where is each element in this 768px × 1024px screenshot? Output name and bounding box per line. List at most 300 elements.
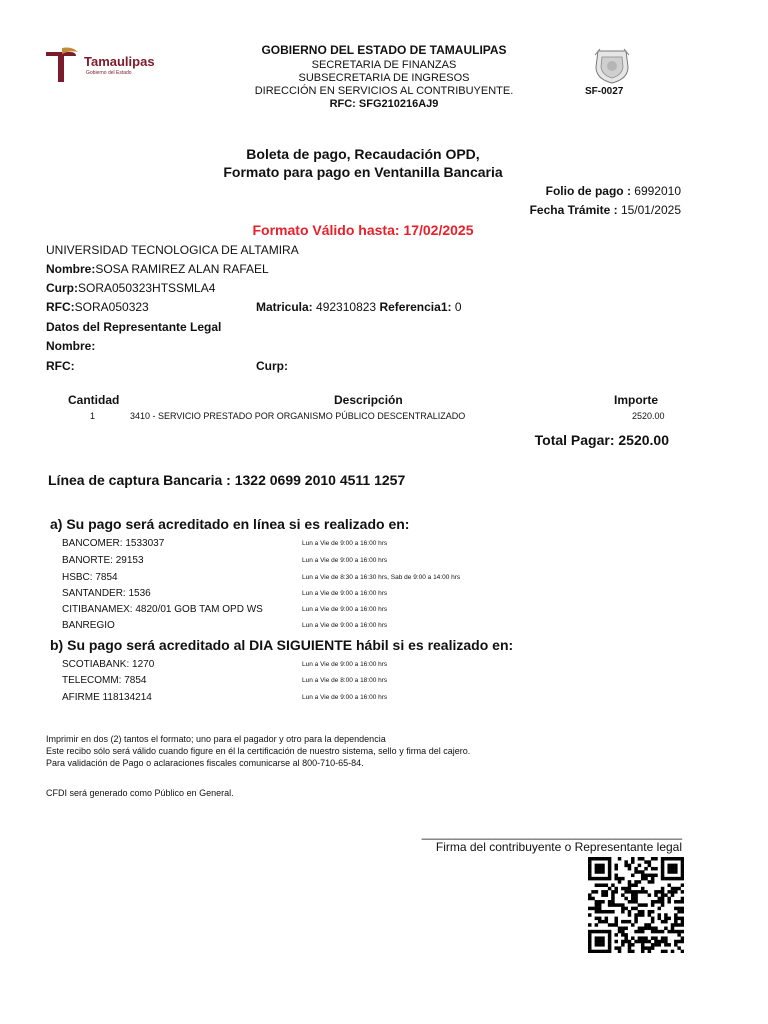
bank-hours: Lun a Vie de 9:00 a 16:00 hrs bbox=[302, 540, 388, 547]
qr-module bbox=[628, 940, 632, 944]
qr-module bbox=[638, 864, 642, 868]
folio-value: 6992010 bbox=[634, 184, 681, 198]
rfc-value: SORA050323 bbox=[74, 300, 149, 314]
qr-module bbox=[588, 913, 592, 917]
qr-module bbox=[588, 870, 592, 874]
qr-module bbox=[601, 910, 605, 914]
bank-name: SCOTIABANK: 1270 bbox=[62, 659, 155, 670]
qr-module bbox=[658, 917, 662, 921]
qr-module bbox=[608, 860, 612, 864]
qr-module bbox=[618, 927, 622, 931]
qr-module bbox=[628, 880, 632, 884]
qr-module bbox=[605, 917, 609, 921]
qr-module bbox=[648, 913, 652, 917]
qr-module bbox=[651, 900, 655, 904]
qr-module bbox=[608, 864, 612, 868]
qr-module bbox=[667, 867, 671, 871]
qr-module bbox=[598, 907, 602, 911]
qr-module bbox=[614, 920, 618, 924]
qr-module bbox=[661, 874, 665, 878]
qr-module bbox=[608, 900, 612, 904]
qr-module bbox=[634, 870, 638, 874]
qr-module bbox=[677, 887, 681, 891]
qr-module bbox=[634, 897, 638, 901]
secretaria: SECRETARIA DE FINANZAS bbox=[311, 59, 457, 71]
qr-module bbox=[681, 870, 684, 874]
qr-module bbox=[648, 880, 652, 884]
qr-module bbox=[681, 936, 684, 940]
qr-module bbox=[641, 890, 645, 894]
qr-module bbox=[677, 946, 681, 950]
qr-module bbox=[644, 877, 648, 881]
qr-module bbox=[651, 867, 655, 871]
qr-module bbox=[641, 857, 645, 861]
qr-module bbox=[598, 940, 602, 944]
note-cfdi: CFDI será generado como Público en General. bbox=[46, 788, 234, 798]
qr-module bbox=[628, 943, 632, 947]
qr-module bbox=[614, 887, 618, 891]
qr-module bbox=[641, 874, 645, 878]
qr-module bbox=[648, 864, 652, 868]
qr-module bbox=[601, 950, 605, 953]
qr-module bbox=[595, 923, 599, 927]
nombre-row bbox=[46, 262, 269, 276]
qr-module bbox=[631, 883, 635, 887]
qr-module bbox=[588, 936, 592, 940]
qr-module bbox=[644, 860, 648, 864]
bank-name: AFIRME 118134214 bbox=[62, 692, 152, 703]
qr-module bbox=[595, 950, 599, 953]
qr-module bbox=[681, 864, 684, 868]
qr-module bbox=[608, 936, 612, 940]
qr-module bbox=[681, 930, 684, 934]
qr-module bbox=[588, 893, 592, 897]
qr-module bbox=[588, 940, 592, 944]
qr-module bbox=[598, 877, 602, 881]
qr-module bbox=[634, 890, 638, 894]
qr-module bbox=[601, 930, 605, 934]
qr-module bbox=[654, 874, 658, 878]
qr-module bbox=[644, 940, 648, 944]
qr-module bbox=[624, 860, 628, 864]
qr-module bbox=[661, 900, 665, 904]
bank-name: BANCOMER: 1533037 bbox=[62, 538, 165, 549]
seal-icon bbox=[592, 47, 632, 85]
qr-module bbox=[588, 860, 592, 864]
qr-module bbox=[595, 917, 599, 921]
item-cantidad: 1 bbox=[90, 411, 96, 421]
qr-module bbox=[671, 923, 675, 927]
col-descripcion: Descripción bbox=[334, 393, 403, 407]
qr-module bbox=[658, 930, 662, 934]
qr-module bbox=[621, 893, 625, 897]
qr-module bbox=[611, 890, 615, 894]
rfc-label: RFC: bbox=[46, 300, 75, 314]
qr-module bbox=[621, 920, 625, 924]
bank-hours: Lun a Vie de 9:00 a 16:00 hrs bbox=[302, 694, 388, 701]
qr-module bbox=[598, 936, 602, 940]
qr-module bbox=[651, 917, 655, 921]
qr-module bbox=[601, 893, 605, 897]
qr-module bbox=[638, 880, 642, 884]
qr-module bbox=[654, 943, 658, 947]
qr-module bbox=[664, 940, 668, 944]
qr-module bbox=[661, 877, 665, 881]
bank-hours: Lun a Vie de 9:00 a 16:00 hrs bbox=[302, 661, 388, 668]
qr-module bbox=[667, 900, 671, 904]
qr-module bbox=[608, 903, 612, 907]
qr-module bbox=[624, 907, 628, 911]
subsecretaria: SUBSECRETARIA DE INGRESOS bbox=[298, 72, 470, 84]
qr-module bbox=[674, 917, 678, 921]
qr-module bbox=[634, 917, 638, 921]
qr-module bbox=[674, 877, 678, 881]
qr-module bbox=[608, 874, 612, 878]
qr-module bbox=[654, 867, 658, 871]
qr-module bbox=[638, 870, 642, 874]
qr-module bbox=[677, 877, 681, 881]
qr-module bbox=[681, 907, 684, 911]
qr-module bbox=[628, 920, 632, 924]
qr-module bbox=[591, 890, 595, 894]
fecha-row bbox=[530, 203, 681, 217]
qr-module bbox=[595, 877, 599, 881]
qr-module bbox=[621, 907, 625, 911]
qr-module bbox=[618, 950, 622, 953]
qr-module bbox=[677, 930, 681, 934]
qr-module bbox=[601, 870, 605, 874]
note-validity: Este recibo sólo será válido cuando figure en él la certificación de nuestro sistema, sello y firma del cajero. bbox=[46, 746, 471, 756]
qr-module bbox=[608, 940, 612, 944]
qr-module bbox=[667, 864, 671, 868]
qr-module bbox=[681, 890, 684, 894]
bank-hours: Lun a Vie de 8:00 a 18:00 hrs bbox=[302, 677, 388, 684]
qr-module bbox=[618, 903, 622, 907]
qr-module bbox=[631, 874, 635, 878]
col-importe: Importe bbox=[614, 393, 659, 407]
referencia-value: 0 bbox=[454, 300, 462, 314]
document-title: Boleta de pago, Recaudación OPD, bbox=[246, 146, 480, 162]
qr-module bbox=[618, 880, 622, 884]
qr-module bbox=[631, 936, 635, 940]
rep-curp-label: Curp: bbox=[256, 359, 288, 373]
qr-module bbox=[664, 943, 668, 947]
qr-module bbox=[651, 943, 655, 947]
qr-module bbox=[621, 903, 625, 907]
qr-module bbox=[651, 880, 655, 884]
government-name: GOBIERNO DEL ESTADO DE TAMAULIPAS bbox=[261, 43, 507, 57]
curp-value: SORA050323HTSSMLA4 bbox=[78, 281, 216, 295]
qr-module bbox=[664, 920, 668, 924]
qr-module bbox=[624, 933, 628, 937]
item-descripcion: 3410 - SERVICIO PRESTADO POR ORGANISMO PÚBLICO DESCENTRALIZADO bbox=[130, 411, 466, 421]
qr-module bbox=[618, 930, 622, 934]
qr-module bbox=[634, 893, 638, 897]
qr-module bbox=[601, 920, 605, 924]
qr-module bbox=[651, 946, 655, 950]
qr-module bbox=[648, 946, 652, 950]
qr-module bbox=[598, 917, 602, 921]
qr-module bbox=[658, 913, 662, 917]
qr-module bbox=[667, 883, 671, 887]
qr-module bbox=[595, 870, 599, 874]
qr-module bbox=[681, 883, 684, 887]
folio-label: Folio de pago : bbox=[545, 184, 631, 198]
qr-module bbox=[611, 883, 615, 887]
qr-module bbox=[601, 890, 605, 894]
qr-module bbox=[611, 910, 615, 914]
qr-module bbox=[614, 946, 618, 950]
qr-module bbox=[631, 950, 635, 953]
qr-module bbox=[634, 880, 638, 884]
qr-module bbox=[631, 923, 635, 927]
qr-module bbox=[677, 923, 681, 927]
qr-module bbox=[601, 883, 605, 887]
qr-module bbox=[654, 930, 658, 934]
bank-hours: Lun a Vie de 9:00 a 16:00 hrs bbox=[302, 606, 388, 613]
qr-module bbox=[588, 874, 592, 878]
qr-module bbox=[638, 936, 642, 940]
qr-module bbox=[595, 930, 599, 934]
qr-module bbox=[621, 933, 625, 937]
qr-module bbox=[674, 940, 678, 944]
nombre-label: Nombre: bbox=[46, 262, 96, 276]
qr-module bbox=[624, 927, 628, 931]
curp-label: Curp: bbox=[46, 281, 78, 295]
qr-module bbox=[595, 883, 599, 887]
qr-module bbox=[658, 897, 662, 901]
qr-module bbox=[661, 870, 665, 874]
qr-module bbox=[595, 864, 599, 868]
qr-module bbox=[595, 910, 599, 914]
qr-module bbox=[651, 857, 655, 861]
qr-module bbox=[605, 920, 609, 924]
banks-online-heading: a) Su pago será acreditado en línea si es realizado en: bbox=[50, 516, 410, 532]
qr-module bbox=[588, 943, 592, 947]
qr-module bbox=[667, 857, 671, 861]
qr-module bbox=[595, 940, 599, 944]
qr-module bbox=[674, 923, 678, 927]
qr-module bbox=[644, 946, 648, 950]
qr-module bbox=[601, 936, 605, 940]
qr-module bbox=[667, 943, 671, 947]
qr-module bbox=[608, 867, 612, 871]
qr-module bbox=[631, 900, 635, 904]
qr-module bbox=[641, 877, 645, 881]
qr-module bbox=[648, 927, 652, 931]
qr-module bbox=[598, 930, 602, 934]
qr-module bbox=[634, 913, 638, 917]
qr-module bbox=[638, 927, 642, 931]
qr-module bbox=[681, 867, 684, 871]
qr-module bbox=[661, 887, 665, 891]
rep-rfc-label: RFC: bbox=[46, 359, 75, 373]
qr-module bbox=[624, 887, 628, 891]
qr-module bbox=[674, 900, 678, 904]
qr-module bbox=[661, 860, 665, 864]
qr-module bbox=[595, 936, 599, 940]
qr-module bbox=[674, 913, 678, 917]
note-contact: Para validación de Pago o aclaraciones fiscales comunicarse al 800-710-65-84. bbox=[46, 758, 364, 768]
qr-module bbox=[638, 913, 642, 917]
qr-module bbox=[588, 877, 592, 881]
qr-module bbox=[621, 927, 625, 931]
qr-module bbox=[681, 877, 684, 881]
qr-module bbox=[624, 940, 628, 944]
qr-module bbox=[654, 890, 658, 894]
qr-module bbox=[651, 910, 655, 914]
qr-module bbox=[614, 864, 618, 868]
qr-module bbox=[641, 903, 645, 907]
qr-module bbox=[605, 950, 609, 953]
qr-module bbox=[661, 893, 665, 897]
qr-module bbox=[654, 900, 658, 904]
qr-module bbox=[651, 936, 655, 940]
qr-module bbox=[621, 910, 625, 914]
qr-module bbox=[605, 883, 609, 887]
qr-module bbox=[661, 897, 665, 901]
qr-module bbox=[671, 877, 675, 881]
qr-module bbox=[654, 927, 658, 931]
qr-module bbox=[605, 877, 609, 881]
curp-row bbox=[46, 281, 215, 295]
qr-module bbox=[621, 943, 625, 947]
qr-module bbox=[674, 930, 678, 934]
qr-module bbox=[605, 857, 609, 861]
qr-module bbox=[598, 920, 602, 924]
qr-module bbox=[681, 857, 684, 861]
qr-module bbox=[667, 877, 671, 881]
qr-module bbox=[681, 874, 684, 878]
qr-module bbox=[654, 936, 658, 940]
rep-nombre-label: Nombre: bbox=[46, 339, 96, 353]
qr-module bbox=[644, 903, 648, 907]
signature-line: _______________________________________ bbox=[421, 826, 682, 840]
qr-module bbox=[661, 857, 665, 861]
qr-module bbox=[638, 940, 642, 944]
item-importe: 2520.00 bbox=[632, 411, 665, 421]
signature-label: Firma del contribuyente o Representante legal bbox=[435, 840, 682, 854]
qr-module bbox=[614, 874, 618, 878]
qr-module bbox=[638, 890, 642, 894]
qr-module bbox=[667, 870, 671, 874]
qr-module bbox=[671, 930, 675, 934]
qr-module bbox=[631, 907, 635, 911]
qr-module bbox=[658, 940, 662, 944]
qr-module bbox=[595, 890, 599, 894]
qr-module bbox=[595, 907, 599, 911]
valid-until: Formato Válido hasta: 17/02/2025 bbox=[252, 222, 474, 238]
direccion: DIRECCIÓN EN SERVICIOS AL CONTRIBUYENTE. bbox=[254, 85, 514, 97]
qr-module bbox=[671, 893, 675, 897]
qr-module bbox=[628, 867, 632, 871]
qr-module bbox=[671, 887, 675, 891]
qr-module bbox=[654, 940, 658, 944]
referencia-label: Referencia1: bbox=[379, 300, 452, 314]
qr-module bbox=[651, 927, 655, 931]
qr-module bbox=[608, 950, 612, 953]
qr-module bbox=[598, 900, 602, 904]
bank-hours: Lun a Vie de 9:00 a 16:00 hrs bbox=[302, 622, 388, 629]
document-subtitle: Formato para pago en Ventanilla Bancaria bbox=[223, 164, 503, 180]
qr-module bbox=[608, 910, 612, 914]
qr-module bbox=[654, 857, 658, 861]
qr-module bbox=[631, 857, 635, 861]
qr-module bbox=[598, 950, 602, 953]
qr-module bbox=[648, 950, 652, 953]
qr-module bbox=[658, 907, 662, 911]
qr-module bbox=[671, 867, 675, 871]
qr-module bbox=[628, 883, 632, 887]
qr-module bbox=[614, 867, 618, 871]
qr-module bbox=[654, 893, 658, 897]
qr-module bbox=[671, 890, 675, 894]
qr-module bbox=[681, 940, 684, 944]
qr-module bbox=[638, 930, 642, 934]
qr-module bbox=[588, 950, 592, 953]
qr-module bbox=[651, 877, 655, 881]
header-rfc: RFC: SFG210216AJ9 bbox=[329, 98, 439, 110]
qr-module bbox=[614, 890, 618, 894]
qr-module bbox=[621, 930, 625, 934]
qr-module bbox=[648, 893, 652, 897]
qr-module bbox=[634, 900, 638, 904]
qr-module bbox=[661, 936, 665, 940]
qr-module bbox=[661, 950, 665, 953]
qr-module bbox=[664, 857, 668, 861]
qr-module bbox=[674, 867, 678, 871]
folio-row bbox=[546, 184, 681, 198]
qr-module bbox=[608, 923, 612, 927]
bank-hours: Lun a Vie de 9:00 a 16:00 hrs bbox=[302, 557, 388, 564]
qr-module bbox=[681, 917, 684, 921]
institution: UNIVERSIDAD TECNOLOGICA DE ALTAMIRA bbox=[46, 243, 299, 257]
qr-module bbox=[674, 890, 678, 894]
qr-module bbox=[667, 930, 671, 934]
qr-module bbox=[618, 946, 622, 950]
qr-module bbox=[634, 940, 638, 944]
qr-module bbox=[664, 917, 668, 921]
qr-module bbox=[681, 920, 684, 924]
qr-module bbox=[598, 857, 602, 861]
qr-module bbox=[601, 940, 605, 944]
qr-module bbox=[677, 933, 681, 937]
qr-module bbox=[595, 900, 599, 904]
qr-module bbox=[611, 903, 615, 907]
bank-name: BANREGIO bbox=[62, 620, 115, 631]
qr-module bbox=[605, 890, 609, 894]
qr-module bbox=[598, 870, 602, 874]
qr-module bbox=[641, 910, 645, 914]
payment-qr-code bbox=[588, 857, 684, 953]
qr-module bbox=[641, 943, 645, 947]
bank-name: BANORTE: 29153 bbox=[62, 555, 144, 566]
capture-line: Línea de captura Bancaria : 1322 0699 2010 4511 1257 bbox=[48, 472, 406, 488]
qr-module bbox=[674, 887, 678, 891]
qr-module bbox=[614, 903, 618, 907]
fecha-label: Fecha Trámite : bbox=[529, 203, 618, 217]
rep-heading: Datos del Representante Legal bbox=[46, 320, 222, 334]
qr-module bbox=[681, 923, 684, 927]
qr-module bbox=[671, 950, 675, 953]
qr-module bbox=[588, 930, 592, 934]
bank-hours: Lun a Vie de 9:00 a 16:00 hrs bbox=[302, 590, 388, 597]
qr-module bbox=[608, 887, 612, 891]
qr-module bbox=[608, 930, 612, 934]
qr-module bbox=[628, 890, 632, 894]
qr-module bbox=[661, 903, 665, 907]
qr-module bbox=[634, 930, 638, 934]
